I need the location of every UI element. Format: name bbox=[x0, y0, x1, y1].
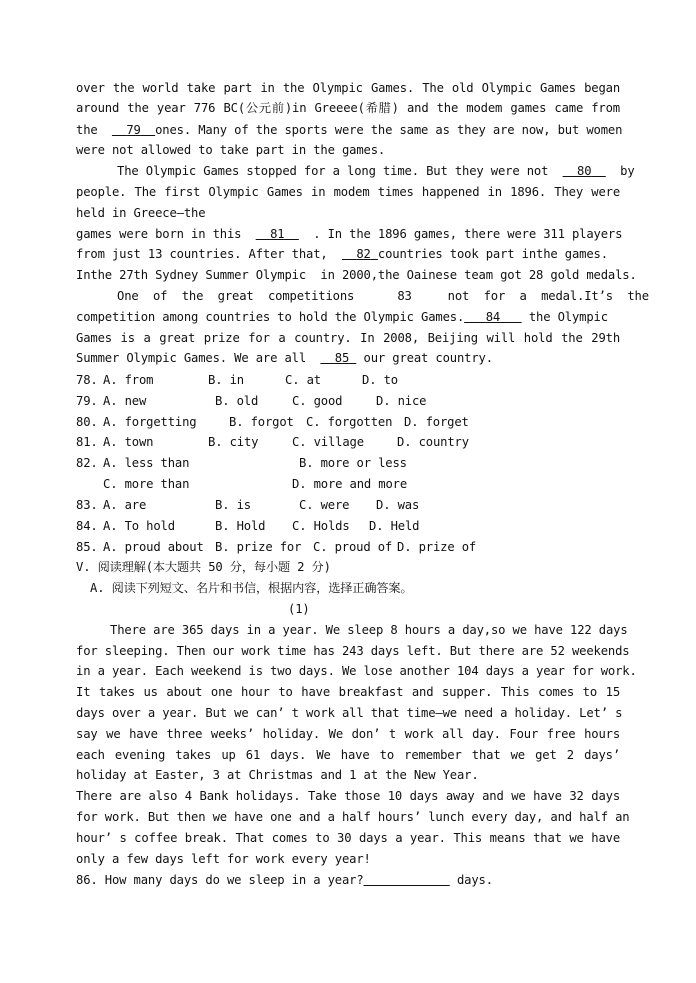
blank-79: 79 bbox=[126, 123, 141, 137]
reading-line: There are also 4 Bank holidays. Take those 10 days away and we have 32 days bbox=[76, 789, 620, 803]
passage-line: Summer Olympic Games. We are all 85 our great country. bbox=[76, 351, 493, 365]
option-a[interactable]: A. from bbox=[103, 373, 154, 387]
reading-line: for work. But then we have one and a half hours’ lunch every day, and half an bbox=[76, 810, 630, 824]
blank-80: 80 bbox=[577, 164, 592, 178]
reading-line: holiday at Easter, 3 at Christmas and 1 at the New Year. bbox=[76, 768, 479, 782]
reading-line: hour’ s coffee break. That comes to 30 days a year. This means that we have bbox=[76, 831, 620, 845]
section-instruction: A. 阅读下列短文、名片和书信，根据内容，选择正确答案。 bbox=[90, 581, 413, 595]
option-b[interactable]: B. forgot bbox=[229, 415, 294, 429]
option-c[interactable]: C. village bbox=[292, 435, 364, 449]
question-86: 86. How many days do we sleep in a year? days. bbox=[76, 873, 493, 887]
blank-84: 84 bbox=[485, 310, 501, 324]
exam-page: over the world take part in the Olympic Games. The old Olympic Games began around the year 776 BC(公元前)in Greeee(希腊) and the modem games came from the 79 ones. Many of the sports were the same as they are now, but women were not allowed to take part in the games. The Olympic Games stopped for a long time. But they were not 80 by people. The first Olympic Games in modem times happened in 1896. They were held in Greece—the games were born in this 81 . In the 1896 games, there were 311 players from just 13 countries. After that, 82 countries took part inthe games. Inthe 27th Sydney Summer Olympic in 2000,the Oainese team got 28 gold medals. One of the great competitions 83 not for a medal.It’s the competition among countries to hold the Olympic Games. 84 the Olympic Games is a great prize for a country. In 2008, Beijing will hold the 29th Summer Olympic Games. We are all 85 our great country. 78. A. from B. in C. at D. to 79. A. new B. old C. good D. nice 80. A. forgetting B. forgot C. forgotten D. forget 81. A. town B. city C. village D. country 82. A. less than B. more or less C. more than D. more and more 83. A. are B. is C. were D. was 84. A. To hold B. Hold C. Holds D. Held 85. A. proud about B. prize for C. proud of D. prize of V. 阅读理解(本大题共 50 分，每小题 2 分) A. 阅读下列短文、名片和书信，根据内容，选择正确答案。 (1) There are 365 days in a year. We sleep 8 hours a day,so we have 122 days for sleeping. Then our work time has 243 days left. But there are 52 weekends in a year. Each weekend is two days. We lose another 104 days a year for work. It takes us about one hour to have breakfast and supper. This comes to 15 days over a year. But we can’ t work all that time—we need a holiday. Let’ s say we have three weeks’ holiday. We don’ t work all day. Four free hours each evening takes up 61 days. We have to remember that we get 2 days’ holiday at Easter, 3 at Christmas and 1 at the New Year. There are also 4 Bank holidays. Take those 10 days away and we have 32 days for work. But then we have one and a half hours’ lunch every day, and half an hour’ s coffee break. That comes to 30 days a year. This means that we have only a few days left for work every year! 86. How many days do we sleep in a year? days. bbox=[0, 0, 696, 983]
reading-line: in a year. Each weekend is two days. We lose another 104 days a year for work. bbox=[76, 664, 637, 678]
option-a[interactable]: A. To hold bbox=[103, 519, 175, 533]
option-c[interactable]: C. forgotten bbox=[306, 415, 393, 429]
reading-line: each evening takes up 61 days. We have to remember that we get 2 days’ bbox=[76, 748, 620, 762]
option-d[interactable]: D. was bbox=[376, 498, 420, 512]
option-b[interactable]: B. prize for bbox=[215, 540, 302, 554]
option-b[interactable]: B. more or less bbox=[299, 456, 407, 470]
passage-line: held in Greece—the bbox=[76, 206, 206, 220]
option-b[interactable]: B. is bbox=[215, 498, 251, 512]
passage-line: competition among countries to hold the Olympic Games. 84 the Olympic bbox=[76, 310, 608, 324]
section-title: V. 阅读理解(本大题共 50 分，每小题 2 分) bbox=[76, 560, 331, 574]
option-a[interactable]: A. town bbox=[103, 435, 154, 449]
passage-number: (1) bbox=[288, 602, 310, 616]
reading-line: for sleeping. Then our work time has 243 days left. But there are 52 weekends bbox=[76, 644, 630, 658]
option-c[interactable]: C. were bbox=[299, 498, 350, 512]
option-d[interactable]: D. Held bbox=[369, 519, 420, 533]
passage-line: the 79 ones. Many of the sports were the same as they are now, but women bbox=[76, 123, 623, 137]
option-d[interactable]: D. country bbox=[397, 435, 469, 449]
option-a[interactable]: A. proud about bbox=[103, 540, 204, 554]
option-b[interactable]: B. old bbox=[215, 394, 259, 408]
reading-line: days over a year. But we can’ t work all that time—we need a holiday. Let’ s bbox=[76, 706, 623, 720]
passage-line: Games is a great prize for a country. In 2008, Beijing will hold the 29th bbox=[76, 331, 620, 345]
reading-line: There are 365 days in a year. We sleep 8 hours a day,so we have 122 days bbox=[110, 623, 628, 637]
option-c[interactable]: C. at bbox=[285, 373, 321, 387]
option-d[interactable]: D. forget bbox=[404, 415, 469, 429]
blank-85: 85 bbox=[334, 351, 350, 365]
blank-81: 81 bbox=[270, 227, 285, 241]
option-a[interactable]: A. new bbox=[103, 394, 147, 408]
passage-line: from just 13 countries. After that, 82 countries took part inthe games. bbox=[76, 247, 608, 261]
passage-line: people. The first Olympic Games in modem times happened in 1896. They were bbox=[76, 185, 620, 199]
option-d[interactable]: D. more and more bbox=[292, 477, 407, 491]
option-b[interactable]: B. city bbox=[208, 435, 259, 449]
option-d[interactable]: D. prize of bbox=[397, 540, 477, 554]
option-a[interactable]: A. are bbox=[103, 498, 147, 512]
option-b[interactable]: B. Hold bbox=[215, 519, 266, 533]
option-a[interactable]: A. forgetting bbox=[103, 415, 197, 429]
option-c[interactable]: C. good bbox=[292, 394, 343, 408]
passage-line: One of the great competitions 83 not for a medal.It’s the bbox=[117, 289, 649, 303]
option-c[interactable]: C. proud of bbox=[313, 540, 393, 554]
blank-82: 82 bbox=[356, 247, 371, 261]
passage-line: around the year 776 BC(公元前)in Greeee(希腊) and the modem games came from bbox=[76, 101, 620, 115]
reading-line: It takes us about one hour to have breakfast and supper. This comes to 15 bbox=[76, 685, 620, 699]
passage-line: games were born in this 81 . In the 1896 games, there were 311 players bbox=[76, 227, 623, 241]
option-c[interactable]: C. more than bbox=[103, 477, 190, 491]
option-b[interactable]: B. in bbox=[208, 373, 244, 387]
reading-line: only a few days left for work every year! bbox=[76, 852, 371, 866]
reading-line: say we have three weeks’ holiday. We don’ t work all day. Four free hours bbox=[76, 727, 620, 741]
passage-line: were not allowed to take part in the games. bbox=[76, 143, 386, 157]
option-a[interactable]: A. less than bbox=[103, 456, 190, 470]
option-d[interactable]: D. to bbox=[362, 373, 398, 387]
passage-line: The Olympic Games stopped for a long time. But they were not 80 by bbox=[117, 164, 635, 178]
passage-line: over the world take part in the Olympic Games. The old Olympic Games began bbox=[76, 81, 620, 95]
option-c[interactable]: C. Holds bbox=[292, 519, 350, 533]
passage-line: Inthe 27th Sydney Summer Olympic in 2000,the Oainese team got 28 gold medals. bbox=[76, 268, 637, 282]
answer-blank-86[interactable] bbox=[364, 873, 450, 887]
option-d[interactable]: D. nice bbox=[376, 394, 427, 408]
